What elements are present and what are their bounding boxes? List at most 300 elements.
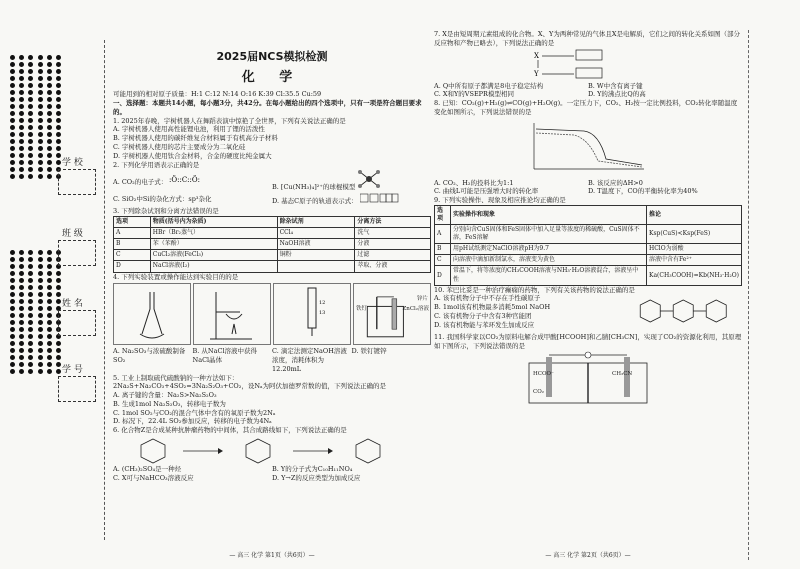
q10-option-b: B. 1mol该有机物最多消耗5mol NaOH	[434, 303, 551, 312]
margin-dot	[38, 292, 43, 297]
margin-dot	[56, 285, 61, 290]
q4-apparatus-c	[273, 283, 351, 345]
margin-dot	[10, 355, 15, 360]
q9-table-cell: Ka(CH₃COOH)=Kb(NH₃·H₂O)	[646, 266, 741, 285]
margin-dot	[47, 264, 52, 269]
margin-dot	[19, 90, 24, 95]
margin-dot	[28, 264, 33, 269]
margin-dot	[47, 278, 52, 283]
evaporation-dish-icon	[194, 284, 270, 344]
margin-dot	[10, 125, 15, 130]
margin-dot	[47, 334, 52, 339]
margin-dot	[28, 160, 33, 165]
margin-dot	[56, 69, 61, 74]
margin-dot	[28, 104, 33, 109]
q3-table-row	[114, 250, 431, 261]
margin-dot	[10, 132, 15, 137]
margin-dot	[28, 76, 33, 81]
margin-dot	[19, 264, 24, 269]
margin-dot	[56, 341, 61, 346]
margin-dot	[19, 55, 24, 60]
q3-table-cell: D	[114, 261, 151, 272]
margin-dot	[28, 306, 33, 311]
q6-options-row1	[113, 465, 431, 474]
margin-dot	[47, 348, 52, 353]
margin-dot	[38, 362, 43, 367]
margin-dot	[19, 327, 24, 332]
q3-table-cell: C	[114, 250, 151, 261]
margin-dot	[38, 62, 43, 67]
margin-dot	[19, 320, 24, 325]
margin-dot	[47, 153, 52, 158]
margin-dot	[10, 62, 15, 67]
q7-option-a: A. Q中所有原子都满足8电子稳定结构	[434, 81, 544, 90]
margin-dot	[38, 257, 43, 262]
q2-option-b: B. [Cu(NH₃)₄]²⁺的球棍模型	[272, 169, 431, 192]
conversion-curve-icon	[434, 119, 742, 177]
margin-dot	[47, 118, 52, 123]
q3-table-row	[114, 261, 431, 272]
margin-dot	[47, 160, 52, 165]
q3-table-row	[114, 239, 431, 250]
margin-dot	[10, 320, 15, 325]
q3-table-cell: CuCl₂溶液(FeCl₃)	[150, 250, 277, 261]
margin-dot	[47, 167, 52, 172]
margin-dot	[56, 83, 61, 88]
margin-dot	[38, 167, 43, 172]
margin-dot	[47, 125, 52, 130]
q9-table-cell: B	[435, 244, 451, 255]
margin-dot	[56, 160, 61, 165]
margin-dot	[56, 146, 61, 151]
margin-dot	[10, 327, 15, 332]
name-label: 姓 名	[62, 299, 83, 309]
q10-structure	[624, 294, 742, 333]
q9-table-cell: D	[435, 266, 451, 285]
exam-title: 2025届NCS模拟检测	[216, 50, 328, 63]
margin-dot	[10, 306, 15, 311]
margin-dot	[19, 104, 24, 109]
margin-dot	[28, 97, 33, 102]
q3-table	[113, 216, 431, 272]
synthesis-route-icon	[113, 435, 431, 465]
margin-dot	[38, 97, 43, 102]
margin-dot	[47, 355, 52, 360]
margin-dot	[28, 139, 33, 144]
margin-dot	[28, 55, 33, 60]
q11-label-formate: HCOO⁻	[533, 370, 554, 377]
margin-dot	[38, 125, 43, 130]
margin-dot	[19, 69, 24, 74]
q4-label-solution: ZnCl₂溶液	[402, 306, 429, 313]
margin-dot	[28, 62, 33, 67]
margin-dot	[47, 341, 52, 346]
q4-option-c: C. 滴定法测定NaOH溶液浓度，消耗体积为12.20mL	[272, 347, 347, 373]
q4-apparatus-b	[193, 283, 271, 345]
margin-dot	[56, 104, 61, 109]
margin-dot	[10, 341, 15, 346]
margin-dot	[28, 285, 33, 290]
margin-dot	[28, 362, 33, 367]
margin-dot	[56, 97, 61, 102]
margin-dot	[19, 362, 24, 367]
margin-dot	[38, 355, 43, 360]
q6-options-row2	[113, 474, 431, 483]
margin-dot	[38, 306, 43, 311]
margin-dot	[10, 146, 15, 151]
margin-dot	[19, 146, 24, 151]
margin-dot	[38, 55, 43, 60]
margin-dot	[38, 146, 43, 151]
margin-dot	[28, 271, 33, 276]
margin-dot	[28, 257, 33, 262]
margin-dot	[47, 362, 52, 367]
margin-dot	[10, 153, 15, 158]
margin-dot	[38, 348, 43, 353]
margin-dot	[38, 327, 43, 332]
margin-dot	[19, 285, 24, 290]
margin-dot	[56, 278, 61, 283]
margin-dot	[19, 125, 24, 130]
margin-dot	[19, 292, 24, 297]
margin-dot	[38, 76, 43, 81]
q7-option-c: C. X和Y的VSEPR模型相同	[434, 90, 514, 99]
burette-icon	[274, 284, 350, 344]
q4-label-nail: 铁钉	[356, 306, 368, 313]
margin-dot	[10, 334, 15, 339]
margin-dot	[28, 369, 33, 374]
margin-dot	[47, 97, 52, 102]
q3-table-cell	[277, 261, 355, 272]
q9-table-row	[435, 244, 742, 255]
margin-dot	[56, 299, 61, 304]
q3-table-cell: NaOH溶液	[277, 239, 355, 250]
page-2	[434, 30, 742, 560]
margin-dot	[19, 271, 24, 276]
margin-dot	[19, 299, 24, 304]
q6-synthesis-route	[113, 435, 431, 465]
margin-dot	[47, 62, 52, 67]
q3-table-cell: NaCl溶液(I₂)	[150, 261, 277, 272]
margin-dot	[47, 299, 52, 304]
number-box[interactable]	[58, 376, 96, 402]
margin-dot	[28, 278, 33, 283]
margin-dot	[10, 174, 15, 179]
margin-dot	[10, 160, 15, 165]
q5-stem: 5. 工业上制取硫代硫酸钠的一种方法如下：	[113, 373, 239, 382]
class-box[interactable]	[58, 240, 96, 266]
q8-option-a: A. CO₂、H₂的投料比为1:1	[434, 178, 514, 187]
q7-stem: 7. X是由短周期元素组成的化合物。X、Y为两种常见的气体且X是电解质，它们之间的转化关系如图（部分反应物和产物已略去），下列说法正确的是	[434, 30, 740, 47]
svg-text:Y: Y	[534, 69, 539, 78]
margin-dot	[10, 104, 15, 109]
margin-dot	[28, 299, 33, 304]
q11-electrolysis-cell	[434, 351, 742, 407]
y-tube-icon	[114, 284, 190, 344]
name-box[interactable]	[58, 310, 96, 336]
margin-dot	[38, 369, 43, 374]
margin-dot	[19, 313, 24, 318]
margin-dot	[47, 146, 52, 151]
q5-equation: 2Na₂S+Na₂CO₃+4SO₂=3Na₂S₂O₃+CO₂，设Nₐ为阿伏加德罗常数的值，下列说法正确的是	[113, 382, 387, 391]
margin-dot	[10, 250, 15, 255]
q9-table-cell: 实验操作和现象	[451, 205, 647, 224]
margin-dot	[28, 174, 33, 179]
q9-table-cell: C	[435, 255, 451, 266]
margin-dot	[10, 111, 15, 116]
margin-dot	[10, 271, 15, 276]
margin-dot	[38, 160, 43, 165]
q4-option-d: D. 铁钉镀锌	[351, 347, 387, 356]
margin-dot	[28, 250, 33, 255]
margin-dot	[19, 167, 24, 172]
conversion-diagram-icon	[434, 48, 742, 82]
margin-dot	[38, 83, 43, 88]
q6-option-b: B. Y的分子式为C₁₀H₁₁NO₄	[272, 464, 353, 473]
q10-option-d: D. 该有机物能与苯环发生加成反应	[434, 320, 535, 329]
margin-dot	[10, 348, 15, 353]
q8-option-c: C. 曲线L可能是压强增大时的转化率	[434, 187, 539, 196]
q9-table-cell: 分别向含CuS固体和FeS固体中加入足量等浓度的稀硫酸，CuS固体不溶，FeS溶解	[451, 225, 647, 244]
q11-label-acetonitrile: CH₃CN	[612, 370, 633, 377]
q3-stem: 3. 下列除杂试剂和分离方法错误的是	[113, 207, 219, 216]
margin-dot	[38, 341, 43, 346]
margin-dot	[56, 132, 61, 137]
margin-dot	[19, 355, 24, 360]
margin-dot	[28, 118, 33, 123]
q5-option-d: D. 标况下，22.4L SO₂参加反应，转移的电子数为4Nₐ	[113, 417, 272, 426]
margin-dot	[10, 369, 15, 374]
margin-dot	[28, 348, 33, 353]
margin-dot	[19, 132, 24, 137]
right-fold-line	[748, 30, 750, 560]
q9-table-cell: 向溶液中滴加新制氯水，溶液变为黄色	[451, 255, 647, 266]
margin-dot	[56, 348, 61, 353]
margin-dot	[10, 69, 15, 74]
dot-column-bottom	[10, 250, 65, 374]
q3-table-row	[114, 228, 431, 239]
q8-option-b: B. 该反应的ΔH>0	[588, 178, 643, 187]
margin-dot	[10, 83, 15, 88]
q1-option-a: A. 宇树机器人使用高性能锂电池，利用了锂的活泼性	[113, 125, 265, 134]
q3-table-cell: 洗气	[355, 228, 431, 239]
margin-dot	[38, 111, 43, 116]
margin-dot	[56, 111, 61, 116]
q3-table-cell: 除杂试剂	[277, 217, 355, 228]
margin-dot	[47, 292, 52, 297]
q4-stem: 4. 下列实验装置或操作能达到实验目的的是	[113, 272, 239, 281]
margin-dot	[10, 264, 15, 269]
margin-dot	[47, 257, 52, 262]
margin-dot	[38, 250, 43, 255]
q9-table-cell: A	[435, 225, 451, 244]
q5-option-c: C. 1mol SO₂与CO₂的混合气体中含有的氧原子数为2Nₐ	[113, 408, 276, 417]
electron-dot-icon	[169, 174, 209, 184]
margin-dot	[19, 118, 24, 123]
margin-dot	[28, 69, 33, 74]
margin-dot	[10, 90, 15, 95]
svg-text:13: 13	[319, 310, 326, 317]
ball-stick-model-icon	[357, 169, 381, 189]
margin-dot	[38, 334, 43, 339]
margin-dot	[19, 174, 24, 179]
q3-table-row	[114, 217, 431, 228]
margin-dot	[28, 132, 33, 137]
exam-subject: 化 学	[241, 69, 303, 85]
q7-option-b: B. W中含有离子键	[588, 81, 643, 90]
q4-label-zinc: 锌片	[416, 296, 428, 303]
q3-table-cell: 萃取、分液	[355, 261, 431, 272]
margin-dot	[19, 306, 24, 311]
margin-dot	[47, 306, 52, 311]
q9-table-row	[435, 225, 742, 244]
margin-dot	[47, 69, 52, 74]
svg-text:X: X	[534, 51, 539, 60]
margin-dot	[19, 250, 24, 255]
q9-table-cell: HClO为弱酸	[646, 244, 741, 255]
q4-option-b: B. 从NaCl溶液中获得NaCl晶体	[192, 347, 258, 365]
margin-dot	[28, 111, 33, 116]
margin-dot	[38, 285, 43, 290]
margin-dot	[28, 341, 33, 346]
q10-stem: 10. 苯巴比妥是一种治疗癫痫的药物，下列有关该药物的说法正确的是	[434, 285, 635, 294]
margin-dot	[10, 299, 15, 304]
margin-dot	[47, 90, 52, 95]
margin-dot	[56, 125, 61, 130]
q9-table-cell: 推论	[646, 205, 741, 224]
q6-option-a: A. (CH₃)₂SO₄是一种烃	[113, 464, 182, 473]
margin-dot	[28, 320, 33, 325]
margin-dot	[19, 369, 24, 374]
margin-dot	[28, 334, 33, 339]
page-1-footer: — 高三 化学 第1页（共6页）—	[229, 551, 315, 559]
margin-dot	[56, 139, 61, 144]
q9-table-row	[435, 205, 742, 224]
q3-table-cell: HBr（Br₂蒸气）	[150, 228, 277, 239]
fold-line	[104, 40, 105, 540]
margin-dot	[38, 153, 43, 158]
margin-dot	[28, 146, 33, 151]
q9-stem: 9. 下列实验操作、现象及相应推论均正确的是	[434, 196, 566, 205]
q3-table-cell: A	[114, 228, 151, 239]
q9-table-cell: 常温下，将等浓度的CH₃COOH溶液与NH₃·H₂O溶液混合，溶液呈中性	[451, 266, 647, 285]
margin-dot	[10, 97, 15, 102]
margin-dot	[47, 285, 52, 290]
phenobarbital-structure-icon	[624, 294, 742, 330]
margin-dot	[47, 320, 52, 325]
margin-dot	[19, 153, 24, 158]
section-1-instructions: 一、选择题：本题共14小题，每小题3分，共42分。在每小题给出的四个选项中，只有一项是符合题目要求的。	[113, 99, 422, 116]
margin-dot	[38, 313, 43, 318]
q4-options	[113, 347, 431, 373]
binding-margin	[0, 0, 118, 569]
margin-dot	[38, 278, 43, 283]
margin-dot	[28, 292, 33, 297]
margin-dot	[19, 76, 24, 81]
q5-option-a: A. 离子键的含量：Na₂S>Na₂S₂O₃	[113, 391, 217, 400]
q2-row-cd	[113, 191, 431, 207]
margin-dot	[56, 153, 61, 158]
margin-dot	[38, 320, 43, 325]
q1-stem: 1. 2025年春晚，宇树机器人在舞蹈表演中惊艳了全世界，下列有关说法正确的是	[113, 116, 346, 125]
margin-dot	[28, 327, 33, 332]
margin-dot	[56, 55, 61, 60]
q10-options	[434, 294, 624, 333]
q11-stem: 11. 我国科学家以CO₂为原料电解合成甲酸[HCOOH]和乙腈[CH₃CN]，实现了CO₂的资源化利用，其原理如下图所示，下列说法错误的是	[434, 333, 742, 350]
q3-table-cell: 苯（苯酚）	[150, 239, 277, 250]
school-box[interactable]	[58, 169, 96, 195]
margin-dot	[28, 355, 33, 360]
margin-dot	[38, 118, 43, 123]
margin-dot	[47, 174, 52, 179]
margin-dot	[47, 55, 52, 60]
margin-dot	[19, 97, 24, 102]
margin-dot	[19, 348, 24, 353]
margin-dot	[19, 278, 24, 283]
margin-dot	[47, 104, 52, 109]
q8-options-row2	[434, 187, 742, 196]
class-label: 班 级	[62, 229, 83, 239]
q5-option-b: B. 生成1mol Na₂S₂O₃，转移电子数为	[113, 399, 226, 408]
q1-option-d: D. 宇树机器人使用钛合金材料，合金的硬度比纯金属大	[113, 151, 272, 160]
q2-row-ab	[113, 169, 431, 191]
margin-dot	[10, 257, 15, 262]
q7-options-row2	[434, 90, 742, 99]
q7-options-row1	[434, 82, 742, 91]
electrolysis-cell-icon	[434, 351, 742, 407]
margin-dot	[10, 278, 15, 283]
q2-option-a: A. CO₂的电子式： :Ö::C::Ö:	[113, 174, 272, 187]
q8-stem: 8. 已知：CO₂(g)+H₂(g)⇌CO(g)+H₂O(g)。一定压力下，CO₂、H₂按一定比例投料，CO₂转化率随温度变化如图所示，下列说法错误的是	[434, 99, 738, 116]
q9-table-cell: 选项	[435, 205, 451, 224]
q7-option-d: D. Y的沸点比Q的高	[588, 90, 646, 99]
margin-dot	[38, 299, 43, 304]
svg-text::Ö::C::Ö:: :Ö::C::Ö:	[169, 175, 201, 184]
margin-dot	[47, 313, 52, 318]
svg-text:12: 12	[319, 300, 326, 307]
page-1	[113, 30, 431, 560]
margin-dot	[56, 271, 61, 276]
q3-table-cell: 分离方法	[355, 217, 431, 228]
margin-dot	[38, 264, 43, 269]
dot-column-top	[10, 55, 65, 179]
q1-option-c: C. 宇树机器人使用的芯片主要成分为二氧化硅	[113, 142, 246, 151]
margin-dot	[47, 369, 52, 374]
q4-option-a: A. Na₂SO₃与浓硫酸制备SO₂	[113, 347, 186, 365]
q11-label-co2: CO₂	[533, 388, 544, 395]
margin-dot	[47, 139, 52, 144]
q6-stem: 6. 化合物Z是合成某种抗肿瘤药物的中间体，其合成路线如下，下列说法正确的是	[113, 426, 347, 435]
q8-conversion-chart	[434, 119, 742, 177]
q3-table-cell: 铜粉	[277, 250, 355, 261]
q2-option-d: D. 基态C原子的轨道表示式：	[272, 193, 431, 206]
margin-dot	[38, 69, 43, 74]
margin-dot	[56, 62, 61, 67]
q10-option-a: A. 该有机物分子中不存在手性碳原子	[434, 294, 541, 303]
margin-dot	[28, 167, 33, 172]
margin-dot	[56, 90, 61, 95]
margin-dot	[28, 90, 33, 95]
q2-stem: 2. 下列化学用语表示正确的是	[113, 160, 200, 169]
q6-option-d: D. Y→Z的反应类型为加成反应	[272, 473, 361, 482]
margin-dot	[10, 55, 15, 60]
margin-dot	[19, 83, 24, 88]
margin-dot	[38, 104, 43, 109]
number-label: 学 号	[62, 365, 83, 375]
q9-table	[434, 205, 742, 286]
margin-dot	[10, 362, 15, 367]
q10-block	[434, 294, 742, 333]
